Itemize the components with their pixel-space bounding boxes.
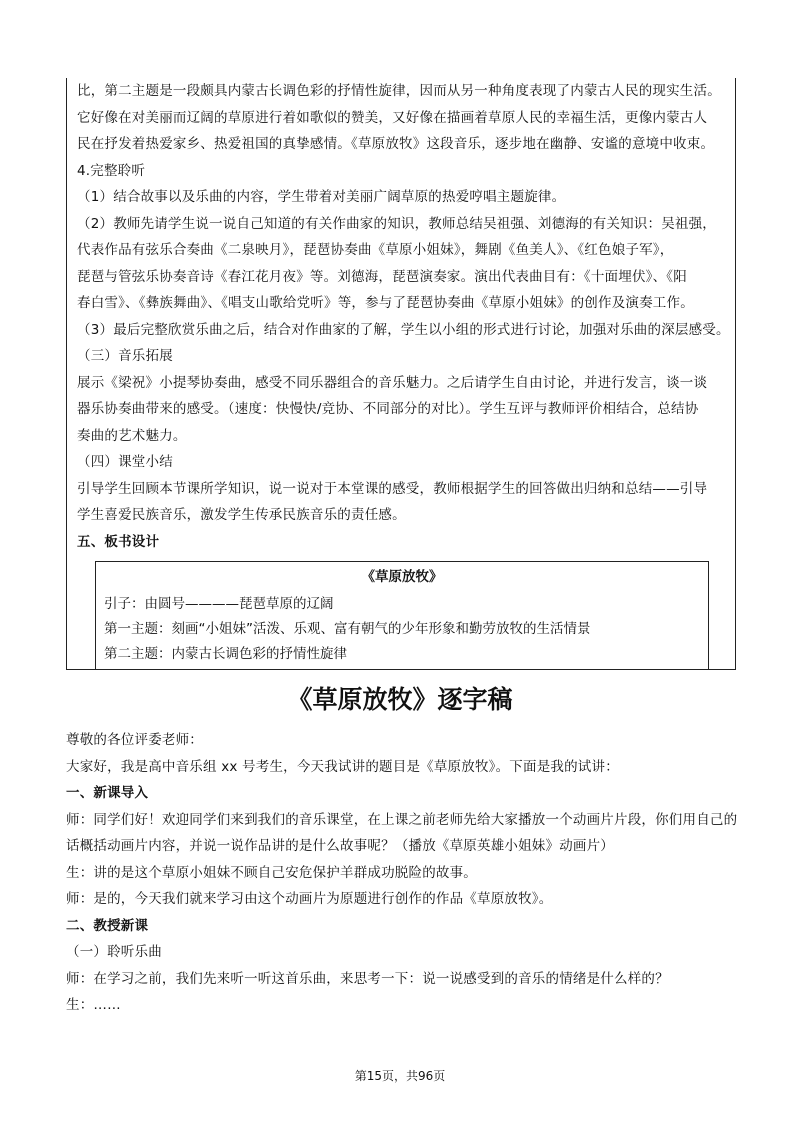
section-heading: 一、新课导入 — [66, 785, 149, 801]
transcript-line: 大家好，我是高中音乐组 xx 号考生，今天我试讲的题目是《草原放牧》。下面是我的试讲： — [66, 758, 619, 775]
blackboard-design-box — [95, 561, 709, 670]
lesson-plan-text — [77, 78, 730, 555]
document-title: 《草原放牧》逐字稿 — [287, 685, 513, 714]
paragraph-line: 引导学生回顾本节课所学知识，说一说对于本堂课的感受，教师根据学生的回答做出归纳和总结——引导 — [77, 480, 708, 497]
transcript-body — [66, 727, 746, 1019]
paragraph-line: （3）最后完整欣赏乐曲之后，结合对作曲家的了解，学生以小组的形式进行讨论，加强对乐曲的深层感受。 — [77, 321, 730, 338]
paragraph-line: 展示《梁祝》小提琴协奏曲，感受不同乐器组合的音乐魅力。之后请学生自由讨论，并进行发言，谈一谈 — [77, 374, 708, 391]
paragraph-line: 4.完整聆听 — [77, 162, 146, 179]
board-title: 《草原放牧》 — [361, 569, 443, 585]
transcript-line: 生：…… — [66, 997, 121, 1013]
paragraph-line: 奏曲的艺术魅力。 — [77, 427, 187, 444]
transcript-line: 话概括动画片内容，并说一说作品讲的是什么故事呢？（播放《草原英雄小姐妹》动画片） — [66, 838, 614, 854]
section-heading: 二、教授新课 — [66, 917, 149, 934]
paragraph-line: 民在抒发着热爱家乡、热爱祖国的真挚感情。《草原放牧》这段音乐，逐步地在幽静、安谧的意境中收束。 — [77, 136, 715, 152]
paragraph-line: 琵琶与管弦乐协奏音诗《春江花月夜》等。刘德海，琵琶演奏家。演出代表曲目有：《十面埋伏》、《阳 — [77, 268, 687, 285]
paragraph-line: 学生喜爱民族音乐，激发学生传承民族音乐的责任感。 — [77, 507, 406, 523]
transcript-line: 生：讲的是这个草原小姐妹不顾自己安危保护羊群成功脱险的故事。 — [66, 864, 477, 881]
paragraph-line: 它好像在对美丽而辽阔的草原进行着如歌似的赞美，又好像在描画着草原人民的幸福生活，更像内蒙古人 — [77, 109, 708, 126]
board-line-theme-1: 第一主题：刻画“小姐妹”活泼、乐观、富有朝气的少年形象和勤劳放牧的生活情景 — [104, 621, 591, 637]
section-heading: 五、板书设计 — [77, 533, 160, 550]
transcript-line: （一）聆听乐曲 — [66, 944, 162, 960]
paragraph-line: 春白雪》、《彝族舞曲》、《唱支山歌给党听》等，参与了琵琶协奏曲《草原小姐妹》的创作及演奏工作。 — [77, 295, 694, 311]
transcript-line: 师：同学们好！欢迎同学们来到我们的音乐课堂，在上课之前老师先给大家播放一个动画片片段，你们用自己的 — [66, 811, 738, 828]
board-line-theme-2: 第二主题：内蒙古长调色彩的抒情性旋律 — [104, 646, 347, 662]
paragraph-line: 代表作品有弦乐合奏曲《二泉映月》，琵琶协奏曲《草原小姐妹》，舞剧《鱼美人》、《红色娘子军》， — [77, 242, 674, 258]
paragraph-line: 器乐协奏曲带来的感受。（速度：快慢快/竞协、不同部分的对比）。学生互评与教师评价相结合，总结协 — [77, 401, 699, 417]
transcript-line: 师：在学习之前，我们先来听一听这首乐曲，来思考一下：说一说感受到的音乐的情绪是什么样的？ — [66, 970, 669, 987]
transcript-line: 师：是的，今天我们就来学习由这个动画片为原题进行创作的作品《草原放牧》。 — [66, 891, 553, 907]
paragraph-line: （1）结合故事以及乐曲的内容，学生带着对美丽广阔草原的热爱哼唱主题旋律。 — [77, 189, 566, 205]
transcript-line: 尊敬的各位评委老师： — [66, 732, 203, 748]
paragraph-line: （三）音乐拓展 — [77, 348, 173, 364]
page-footer: 第15页，共96页 — [354, 1069, 446, 1083]
paragraph-line: （2）教师先请学生说一说自己知道的有关作曲家的知识，教师总结吴祖强、刘德海的有关知识：吴祖强， — [77, 215, 716, 232]
paragraph-line: 比，第二主题是一段颇具内蒙古长调色彩的抒情性旋律，因而从另一种角度表现了内蒙古人民的现实生活。 — [77, 83, 721, 99]
board-line-intro: 引子：由圆号————琵琶草原的辽阔 — [104, 596, 334, 612]
paragraph-line: （四）课堂小结 — [77, 454, 173, 470]
